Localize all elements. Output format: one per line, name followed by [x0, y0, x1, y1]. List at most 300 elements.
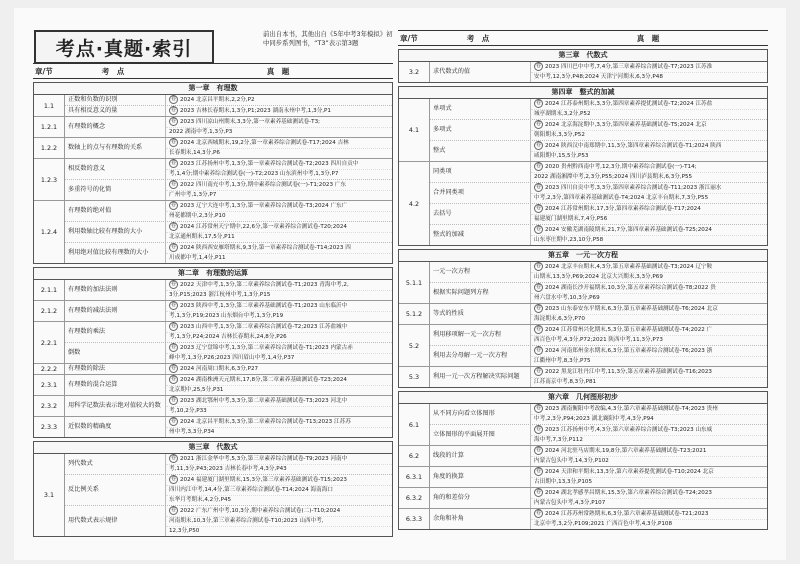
exam-line	[531, 325, 767, 336]
note-icon: 卷	[535, 100, 541, 106]
section-number: 3.1	[34, 454, 65, 536]
exam-line	[166, 243, 392, 254]
section-number: 1.1	[34, 95, 65, 116]
exam-list	[531, 467, 767, 487]
section-number: 5.1.2	[399, 304, 430, 324]
exam-text: 北京期中,25,5分,P31	[169, 387, 224, 393]
topic-name: 反比例关系	[65, 475, 166, 505]
exam-line	[531, 273, 767, 282]
exam-line	[166, 291, 392, 300]
section-body	[430, 304, 767, 324]
topic-name: 利用去分母解一元一次方程	[430, 346, 531, 366]
topic-row	[430, 346, 767, 366]
note-icon: 卷	[170, 96, 176, 102]
note-icon: 卷	[170, 507, 176, 513]
header-exam: 真 题	[636, 33, 660, 43]
topic-row	[65, 375, 392, 395]
exam-line	[531, 378, 767, 387]
exam-line	[166, 170, 392, 179]
section-row	[399, 446, 767, 467]
exam-text: 2024 湖南长沙开福期末,10,3分,第五章素养综合测试卷-T8;2022 贵	[545, 285, 716, 291]
exam-text: 四川内江中考,14,4分,第三章素养综合测试卷-T14;2024 海南海口	[169, 487, 333, 493]
exam-line	[166, 280, 392, 291]
topic-name: 倒数	[65, 343, 166, 363]
section-number: 5.3	[399, 367, 430, 387]
exam-line	[166, 454, 392, 465]
chapter-title: 第四章 整式的加减	[399, 87, 767, 99]
section-number: 1.2.2	[34, 138, 65, 158]
topic-name: 有理数的绝对值	[65, 201, 166, 221]
exam-line	[166, 128, 392, 137]
exam-list	[531, 304, 767, 324]
exam-line	[166, 312, 392, 321]
topic-row	[65, 475, 392, 506]
exam-text: 山期末,13,3分,P69;2024 北京大兴期末,3,3分,P69	[534, 274, 663, 280]
exam-list	[166, 343, 392, 363]
exam-list	[166, 396, 392, 416]
note-icon: 卷	[535, 205, 541, 211]
chapter-title: 第三章 代数式	[34, 442, 392, 454]
topic-row	[430, 162, 767, 183]
exam-line	[531, 283, 767, 294]
section-body	[430, 262, 767, 303]
section-body	[430, 325, 767, 366]
exam-line	[531, 110, 767, 119]
note-icon: 卷	[170, 223, 176, 229]
section-row	[399, 404, 767, 446]
exam-line	[166, 386, 392, 395]
section-row	[399, 262, 767, 304]
section-row	[34, 301, 392, 322]
exam-text: 内蒙古包头中考,14,3分,P102	[534, 458, 609, 464]
topic-name: 求代数式的值	[430, 62, 531, 82]
exam-list	[531, 488, 767, 508]
section-body	[65, 95, 392, 116]
section-number: 6.3.3	[399, 509, 430, 529]
exam-text: 2023 吉林长春期末,1,3分,P1;2023 湖南永州中考,1,3分,P1	[180, 108, 331, 114]
topic-row	[65, 417, 392, 437]
topic-name: 数轴上的点与有理数的关系	[65, 138, 166, 158]
exam-line	[166, 527, 392, 536]
note-icon: 卷	[170, 181, 176, 187]
exam-text: 城亭湖期末,3,2分,P52	[534, 111, 591, 117]
note-icon: 卷	[535, 263, 541, 269]
header-chapter: 章/节	[35, 66, 53, 76]
topic-name: 线段的计算	[430, 446, 531, 466]
exam-list	[166, 106, 392, 116]
exam-list	[166, 222, 392, 242]
exam-line	[166, 222, 392, 233]
note-icon: 卷	[170, 418, 176, 424]
topic-row	[65, 95, 392, 106]
exam-line	[531, 315, 767, 324]
note-icon: 卷	[535, 226, 541, 232]
exam-line	[531, 173, 767, 182]
exam-text: 2022 黑龙江牡丹江中考,11,3分,第五章素养基础测试卷-T16;2023	[545, 369, 712, 375]
section-number: 6.2	[399, 446, 430, 466]
section-number: 2.3.3	[34, 417, 65, 437]
exam-text: 2024 江苏常州天宁期中,22,6分,第一章素养综合测试卷-T20;2024	[180, 224, 347, 230]
exam-line	[166, 117, 392, 128]
note-icon: 卷	[170, 344, 176, 350]
exam-line	[166, 517, 392, 527]
section-number: 2.3.2	[34, 396, 65, 416]
exam-text: 2024 江苏常州兴化期末,5,3分,第五章素养基础测试卷-T4;2022 广	[545, 327, 713, 333]
exam-text: 中考,2,3分,第四章素养基础测试卷-T4;2024 北京丰台期末,7,3分,P55	[534, 195, 709, 201]
exam-line	[531, 304, 767, 315]
exam-list	[166, 375, 392, 395]
exam-list	[531, 446, 767, 466]
exam-list	[166, 322, 392, 342]
topic-name: 近似数的精确度	[65, 417, 166, 437]
note-icon: 卷	[170, 281, 176, 287]
exam-line	[531, 415, 767, 424]
topic-row	[430, 183, 767, 204]
exam-line	[531, 457, 767, 466]
exam-text: 2023 江苏扬州中考,1,3分,第一章素养综合测试卷-T2;2023 四川自贡中	[180, 161, 359, 167]
exam-list	[166, 280, 392, 300]
header-topic: 考 点	[101, 66, 125, 76]
section-body	[430, 467, 767, 487]
topic-row	[65, 454, 392, 475]
topic-name: 利用绝对值比较有理数的大小	[65, 243, 166, 263]
exam-text: 2023 山东泰安东平期末,6,3分,第五章素养基础测试卷-T6;2024 北京	[545, 306, 718, 312]
exam-list	[166, 506, 392, 536]
exam-line	[166, 428, 392, 437]
exam-line	[166, 343, 392, 354]
exam-list	[166, 95, 392, 105]
topic-row	[65, 280, 392, 300]
topic-row	[65, 243, 392, 263]
exam-text: 2024 江苏常州期末,17,3分,第四章素养综合测试卷-T17;2024	[545, 206, 701, 212]
section-body	[430, 99, 767, 161]
exam-line	[166, 506, 392, 517]
exam-line	[531, 162, 767, 173]
section-body	[65, 117, 392, 137]
exam-text: 2020 贵州黔西南中考,12,3分,期中素养综合测试卷(一)-T14;	[545, 164, 697, 170]
topic-name: 列代数式	[65, 454, 166, 474]
topic-name: 利用数轴比较有理数的大小	[65, 222, 166, 242]
section-row	[399, 467, 767, 488]
topic-row	[430, 99, 767, 120]
exam-text: 广州中考,1,3分,P7	[169, 192, 217, 198]
exam-text: 州花都期中,2,3分,P10	[169, 213, 226, 219]
note-icon: 卷	[535, 142, 541, 148]
exam-text: 2023 山西中考,1,3分,第二章素养综合测试卷-T2;2023 江苏盐城中	[180, 324, 348, 330]
exam-text: 2024 北京昌平期末,3,3分,第二章素养综合测试卷-T13;2023 江苏苏	[180, 419, 351, 425]
section-number: 6.3.1	[399, 467, 430, 487]
exam-text: 2024 河南周口期末,6,3分,P27	[180, 366, 259, 372]
section-row	[34, 322, 392, 364]
exam-line	[531, 262, 767, 273]
exam-list	[531, 262, 767, 282]
topic-name: 用代数式表示规律	[65, 506, 166, 536]
section-number: 5.2	[399, 325, 430, 366]
exam-line	[531, 120, 767, 131]
exam-list	[166, 180, 392, 200]
exam-text: 北京中考,3,2分,P109;2021 广西百色中考,4,3分,P108	[534, 521, 673, 527]
exam-line	[166, 396, 392, 407]
topic-name: 从不同方向看立体图形	[430, 404, 531, 424]
exam-text: 州六盘水中考,10,3分,P69	[534, 295, 600, 301]
exam-list	[531, 183, 767, 203]
exam-line	[531, 446, 767, 457]
exam-line	[166, 322, 392, 333]
topic-name: 利用一元一次方程解决实际问题	[430, 367, 531, 387]
exam-text: 东华月考期末,4,2分,P45	[169, 497, 232, 503]
note-icon: 卷	[535, 405, 541, 411]
exam-line	[166, 486, 392, 496]
section-row	[399, 99, 767, 162]
exam-line	[531, 236, 767, 245]
topic-row	[430, 404, 767, 425]
section-row	[34, 95, 392, 117]
exam-text: 考,10,2分,P33	[169, 408, 207, 414]
exam-list	[531, 120, 767, 140]
chapter-block	[398, 49, 768, 83]
chapter-title: 第三章 代数式	[399, 50, 767, 62]
topic-name: 相反数的意义	[65, 159, 166, 179]
note-icon: 卷	[170, 107, 176, 113]
header-exam: 真 题	[266, 66, 290, 76]
exam-text: 江苏南京中考,8,3分,P81	[534, 379, 597, 385]
exam-line	[531, 73, 767, 82]
topic-row	[430, 141, 767, 161]
exam-text: 安中考,12,3分,P48;2024 天津宁河期末,6,3分,P48	[534, 74, 663, 80]
note-icon: 卷	[535, 305, 541, 311]
exam-line	[166, 475, 392, 486]
topic-row	[65, 322, 392, 343]
exam-text: 2022 广东广州中考,10,3分,期中素养综合测试卷(二)-T10;2024	[180, 508, 341, 514]
note-icon: 卷	[535, 347, 541, 353]
section-row	[34, 364, 392, 375]
topic-row	[430, 62, 767, 82]
exam-line	[531, 194, 767, 203]
topic-row	[65, 364, 392, 374]
exam-text: 2024 天津和平期末,13,3分,第六章素养提优测试卷-T10;2024 北京	[545, 469, 714, 475]
header-chapter: 章/节	[400, 33, 418, 43]
section-row	[34, 138, 392, 159]
exam-line	[531, 225, 767, 236]
exam-text: 海淀期末,6,3分,P70	[534, 316, 585, 322]
exam-text: 12,3分,P50	[169, 528, 200, 534]
exam-line	[166, 201, 392, 212]
note-icon: 卷	[535, 326, 541, 332]
topic-row	[65, 159, 392, 180]
section-row	[34, 375, 392, 396]
exam-list	[166, 301, 392, 321]
exam-text: 2024 安徽芜湖南陵期末,21,7分,第四章素养基础测试卷-T25;2024	[545, 227, 712, 233]
exam-text: 中考,2,3分,P94;2023 湖北襄阳中考,4,3分,P94	[534, 416, 654, 422]
note-icon: 卷	[535, 184, 541, 190]
exam-text: 山东枣庄期中,23,10分,P58	[534, 237, 604, 243]
exam-text: 2024 江苏泰州期末,3,3分,第四章素养提优测试卷-T2;2024 江苏盐	[545, 101, 713, 107]
section-body	[65, 301, 392, 321]
exam-text: 2024 陕西汉中南郑期中,11,3分,第四章素养综合测试卷-T1;2024 陕西	[545, 143, 722, 149]
exam-line	[531, 152, 767, 161]
topic-row	[430, 367, 767, 387]
section-row	[34, 396, 392, 417]
section-body	[430, 62, 767, 82]
topic-name: 有理数的加法法则	[65, 280, 166, 300]
topic-row	[65, 180, 392, 200]
topic-row	[430, 262, 767, 283]
exam-line	[531, 425, 767, 436]
note-icon: 卷	[170, 397, 176, 403]
section-row	[399, 62, 767, 82]
exam-line	[166, 149, 392, 158]
exam-list	[166, 454, 392, 474]
section-body	[65, 417, 392, 437]
section-row	[34, 280, 392, 301]
exam-text: 2022 四川南充中考,1,3分,期中素养综合测试卷(一)-T1;2023 广东	[180, 182, 347, 188]
topic-row	[65, 506, 392, 536]
exam-text: 2024 江苏苏州常熟期末,6,3分,第六章素养基础测试卷-T21;2023	[545, 511, 709, 517]
note-icon: 卷	[170, 376, 176, 382]
topic-row	[430, 509, 767, 529]
section-body	[430, 367, 767, 387]
section-number: 6.1	[399, 404, 430, 445]
topic-row	[430, 488, 767, 508]
section-number: 2.1.1	[34, 280, 65, 300]
section-body	[65, 159, 392, 200]
exam-line	[166, 407, 392, 416]
topic-name: 单项式	[430, 99, 531, 119]
exam-text: 海中考,7,3分,P112	[534, 437, 583, 443]
exam-text: 2024 湖南株洲天元期末,17,8分,第二章素养基础测试卷-T23;2024	[180, 377, 347, 383]
topic-row	[430, 425, 767, 445]
exam-list	[531, 509, 767, 529]
note-icon: 卷	[170, 323, 176, 329]
exam-line	[531, 436, 767, 445]
note-icon: 卷	[170, 160, 176, 166]
topic-name: 用科学记数法表示绝对值较大的数	[65, 396, 166, 416]
topic-name: 同类项	[430, 162, 531, 182]
topic-row	[65, 201, 392, 222]
section-body	[65, 138, 392, 158]
exam-line	[531, 499, 767, 508]
exam-line	[531, 367, 767, 378]
topic-row	[65, 343, 392, 363]
topic-name: 有理数的乘法	[65, 322, 166, 342]
exam-text: 咸阳期中,15,5分,P53	[534, 153, 589, 159]
right-body	[398, 49, 768, 530]
note-icon: 卷	[535, 426, 541, 432]
note-icon: 卷	[535, 510, 541, 516]
exam-line	[166, 180, 392, 191]
topic-name: 一元一次方程	[430, 262, 531, 282]
exam-text: 2023 四川凉山州期末,3,3分,第一章素养基础测试卷-T3;	[180, 119, 321, 125]
exam-text: 考,11,3分,P43;2023 吉林长春中考,4,3分,P43	[169, 466, 287, 472]
exam-line	[166, 301, 392, 312]
exam-line	[531, 183, 767, 194]
exam-text: 西百色中考,4,3分,P72;2021 陕西中考,11,3分,P73	[534, 337, 663, 343]
exam-line	[531, 141, 767, 152]
topic-name: 具有相反意义的量	[65, 106, 166, 116]
exam-text: 北京通州期末,17,5分,P11	[169, 234, 235, 240]
section-number: 4.1	[399, 99, 430, 161]
topic-row	[430, 467, 767, 487]
exam-line	[531, 215, 767, 224]
exam-line	[166, 417, 392, 428]
exam-text: 峰中考,1,3分,P26;2023 四川眉山中考,1,4分,P37	[169, 355, 295, 361]
note-icon: 卷	[535, 163, 541, 169]
exam-list	[531, 162, 767, 182]
topic-name: 有理数的减法法则	[65, 301, 166, 321]
section-number: 3.2	[399, 62, 430, 82]
section-body	[430, 404, 767, 445]
exam-text: 2022 湖南湘潭中考,2,3分,P55;2024 四川泸县期末,6,3分,P55	[534, 174, 693, 180]
exam-list	[531, 225, 767, 245]
exam-line	[166, 138, 392, 149]
exam-line	[166, 333, 392, 342]
section-row	[34, 117, 392, 138]
chapter-block	[398, 249, 768, 388]
exam-line	[166, 95, 392, 105]
exam-list	[531, 346, 767, 366]
exam-list	[166, 201, 392, 221]
exam-list	[166, 138, 392, 158]
section-body	[65, 322, 392, 363]
exam-line	[166, 465, 392, 474]
exam-line	[531, 62, 767, 73]
note-icon: 卷	[535, 284, 541, 290]
topic-name: 正数和负数的识别	[65, 95, 166, 105]
note-icon: 卷	[535, 63, 541, 69]
exam-line	[531, 99, 767, 110]
chapter-title: 第六章 几何图形初步	[399, 392, 767, 404]
page-title: 考点·真题·索引	[34, 30, 214, 64]
right-column	[398, 30, 768, 530]
exam-text: 2023 辽宁盘锦中考,1,3分,第二章素养综合测试卷-T1;2023 内蒙古赤	[180, 345, 353, 351]
topic-name: 有理数的除法	[65, 364, 166, 374]
section-body	[430, 446, 767, 466]
exam-text: 考,1,3分,P19;2023 山东烟台中考,1,3分,P19	[169, 313, 284, 319]
topic-row	[430, 120, 767, 141]
exam-text: 古田期中,13,3分,P105	[534, 479, 593, 485]
topic-row	[430, 325, 767, 346]
section-body	[430, 509, 767, 529]
topic-name: 角的和差倍分	[430, 488, 531, 508]
section-number: 4.2	[399, 162, 430, 245]
section-body	[65, 364, 392, 374]
topic-row	[65, 138, 392, 158]
exam-line	[531, 520, 767, 529]
note-icon: 卷	[535, 468, 541, 474]
exam-text: 2024 湖北孝感孝昌期末,15,3分,第六章素养综合测试卷-T24;2023	[545, 490, 712, 496]
exam-line	[531, 488, 767, 499]
exam-text: 2024 北京海淀期中,3,3分,第四章素养基础测试卷-T5;2024 北京	[545, 122, 707, 128]
intro-note: 前出自本书，其他出自《5年中考3年模拟》初中同步系列图书，“T3”表示第3题	[263, 30, 393, 47]
topic-row	[65, 301, 392, 321]
exam-text: 2023 四川自贡中考,3,3分,第四章素养综合测试卷-T11;2023 浙江丽水	[545, 185, 722, 191]
note-icon: 卷	[170, 455, 176, 461]
exam-text: 2022 湖南中考,1,3分,P3	[169, 129, 233, 135]
exam-list	[531, 367, 767, 387]
note-icon: 卷	[170, 476, 176, 482]
section-row	[34, 454, 392, 536]
section-number: 1.2.3	[34, 159, 65, 200]
exam-line	[166, 233, 392, 242]
exam-line	[166, 375, 392, 386]
exam-line	[531, 294, 767, 303]
chapter-block	[33, 267, 393, 438]
section-number: 2.2.1	[34, 322, 65, 363]
topic-row	[65, 222, 392, 243]
topic-name: 多重符号的化简	[65, 180, 166, 200]
note-icon: 卷	[170, 244, 176, 250]
exam-list	[166, 364, 392, 374]
